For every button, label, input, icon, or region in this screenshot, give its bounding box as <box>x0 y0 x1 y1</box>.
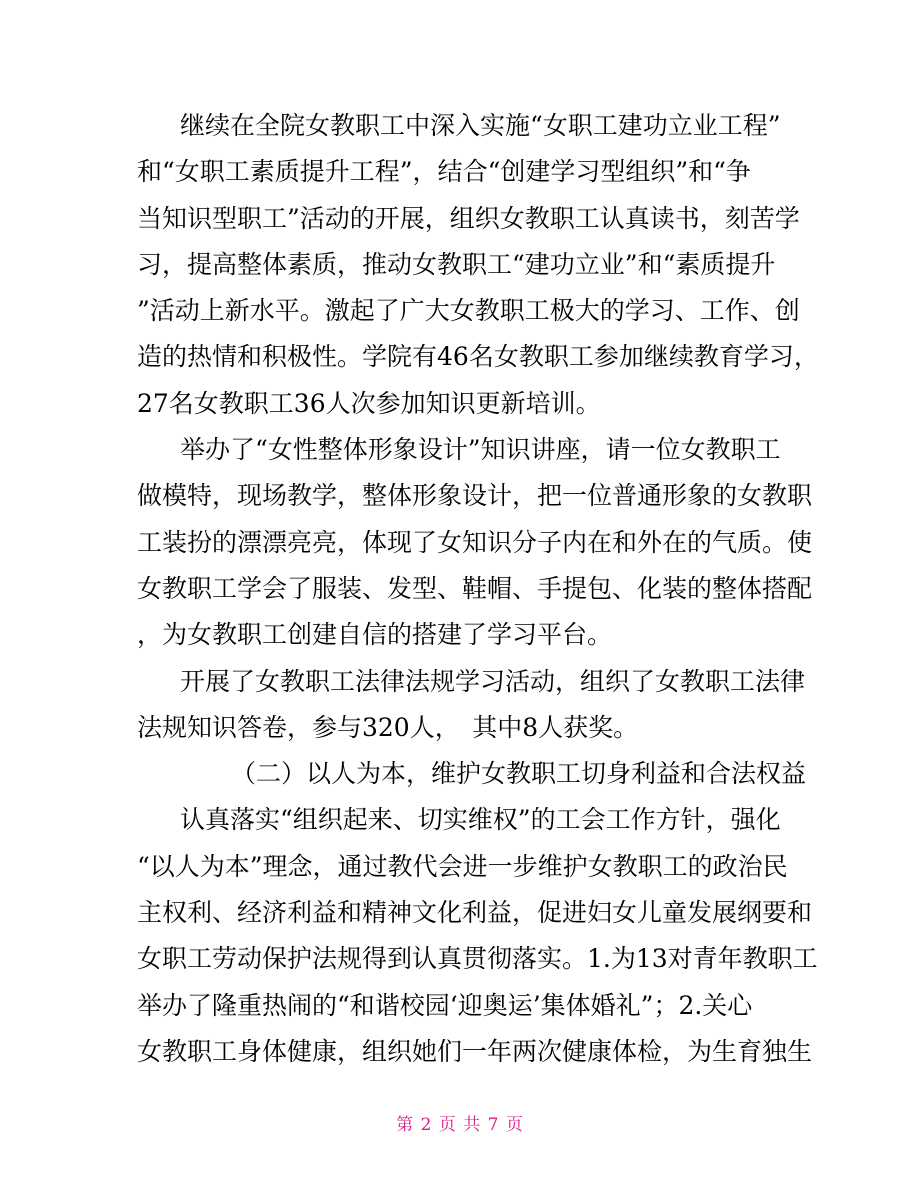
paragraph-line: 工装扮的漂漂亮亮，体现了女知识分子内在和外在的气质。使 <box>137 528 813 557</box>
paragraph-line: 女教职工学会了服装、发型、鞋帽、手提包、化装的整体搭配 <box>137 574 813 603</box>
paragraph-line: 举办了隆重热闹的“和谐校园‘迎奥运’集体婚礼”；2.关心 <box>137 991 753 1020</box>
paragraph-line: 继续在全院女教职工中深入实施“女职工建功立业工程” <box>180 111 781 140</box>
paragraph-line: 法规知识答卷，参与320人， 其中8人获奖。 <box>137 713 639 742</box>
paragraph-line: 举办了“女性整体形象设计”知识讲座，请一位女教职工 <box>180 435 781 464</box>
paragraph-line: 开展了女教职工法律法规学习活动，组织了女教职工法律 <box>180 667 806 696</box>
paragraph-line: 造的热情和积极性。学院有46名女教职工参加继续教育学习， <box>137 342 819 371</box>
page-number-footer: 第 2 页 共 7 页 <box>396 1115 524 1135</box>
paragraph-line: 女教职工身体健康，组织她们一年两次健康体检，为生育独生 <box>137 1037 813 1066</box>
section-heading: （二）以人为本，维护女教职工切身利益和合法权益 <box>231 759 807 788</box>
paragraph-line: 主权利、经济利益和精神文化利益，促进妇女儿童发展纲要和 <box>137 898 813 927</box>
paragraph-line: 习，提高整体素质，推动女教职工“建功立业”和“素质提升 <box>137 250 776 279</box>
paragraph-line: 当知识型职工”活动的开展，组织女教职工认真读书，刻苦学 <box>137 204 800 233</box>
paragraph-line: 做模特，现场教学，整体形象设计，把一位普通形象的女教职 <box>137 481 813 510</box>
paragraph-line: ，为女教职工创建自信的搭建了学习平台。 <box>137 620 613 649</box>
paragraph-line: 27名女教职工36人次参加知识更新培训。 <box>137 389 601 418</box>
paragraph-line: 女职工劳动保护法规得到认真贯彻落实。1.为13对青年教职工 <box>137 944 818 973</box>
paragraph-line: “以人为本”理念，通过教代会进一步维护女教职工的政治民 <box>137 852 788 881</box>
paragraph-line: 和“女职工素质提升工程”，结合“创建学习型组织”和“争 <box>137 157 751 186</box>
paragraph-line: 认真落实“组织起来、切实维权”的工会工作方针，强化 <box>180 805 781 834</box>
paragraph-line: ”活动上新水平。激起了广大女教职工极大的学习、工作、创 <box>137 296 800 325</box>
